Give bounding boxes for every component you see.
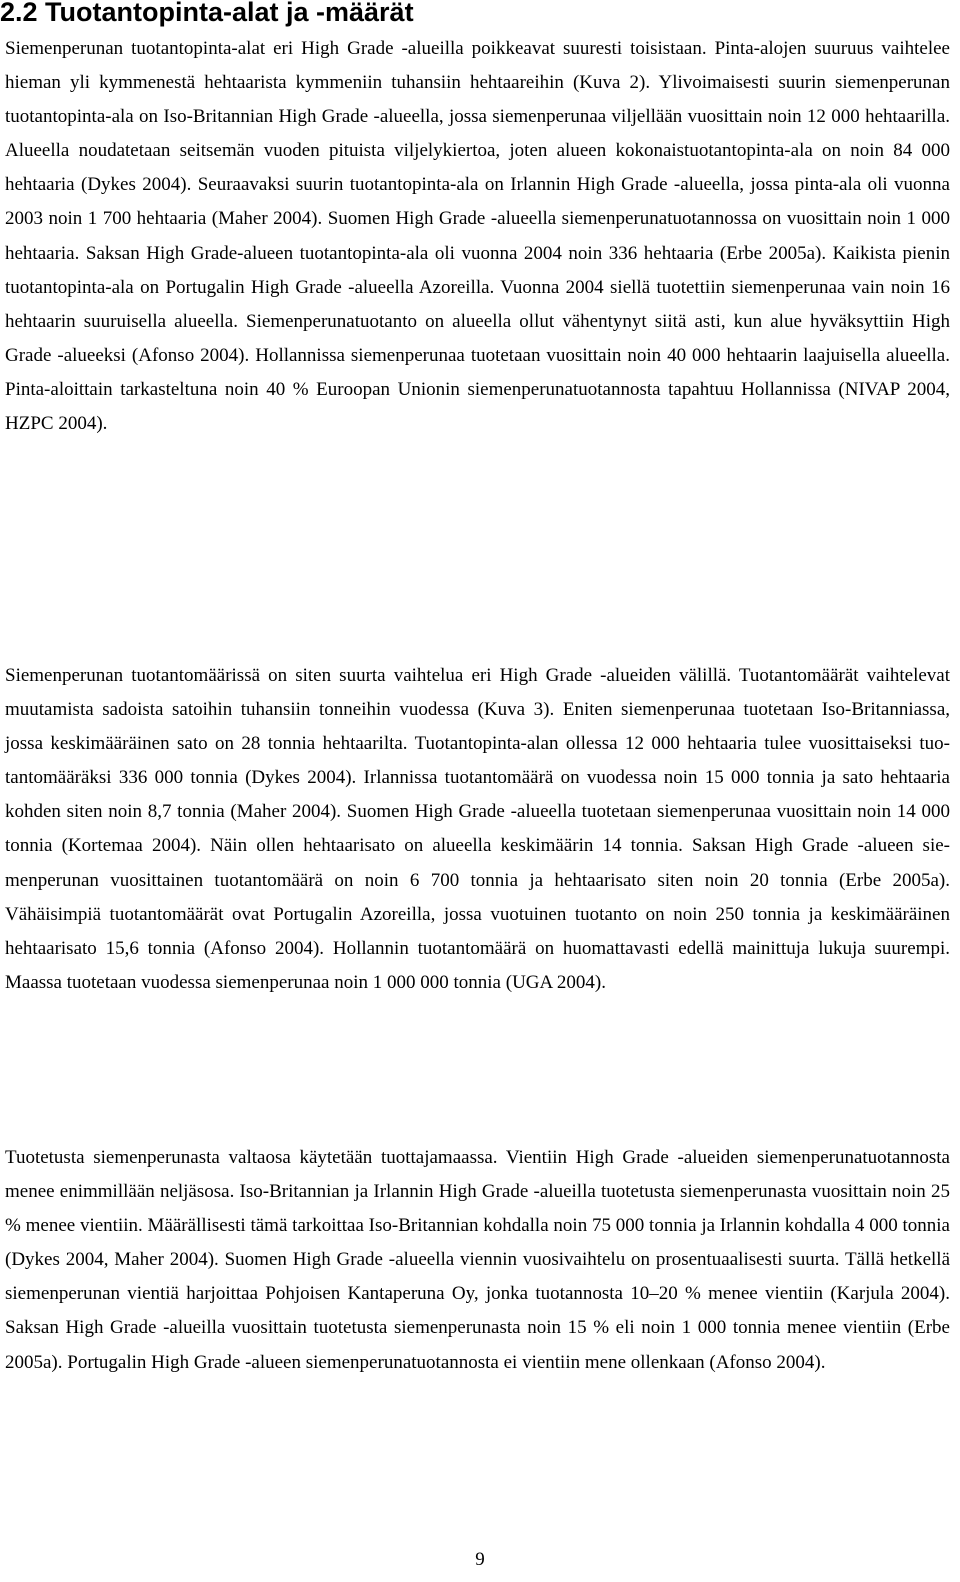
paragraph-exports: Tuotetusta siemenperunasta valtaosa käytetään tuottajamaassa. Vientiin High Grade -alueiden siemenperunatuotannosta menee enimmillään neljäsosa. Iso-Britannian ja Irlannin High Grade -alueilla tuotetusta siemenperunasta vuosittain noin 25 % menee vientiin. Määrällisesti tämä tarkoittaa Iso-Britannian kohdalla noin 75 000 tonnia ja Irlannin kohdalla 4 000 tonnia (Dykes 2004, Maher 2004). Suomen High Grade -alueella viennin vuosivaihtelu on prosentuaalisesti suurta. Tällä hetkellä siemenperunan vientiä harjoittaa Pohjoisen Kantaperuna Oy, jonka tuotannosta 10–20 % menee vientiin (Karjula 2004). Saksan High Grade -alueilla vuosittain tuotetusta siemenperunasta noin 15 % eli noin 1 000 tonnia menee vientiin (Erbe 2005a). Portugalin High Grade -alueen siemenperunatuotannosta ei vientiin mene ollenkaan (Afonso 2004). — [5, 1147, 950, 1373]
page-number: 9 — [475, 1549, 485, 1570]
paragraph-production-volumes: Siemenperunan tuotantomäärissä on siten suurta vaihtelua eri High Grade -alueiden välillä. Tuotantomäärät vaihtelevat muutamista sadoista satoihin tuhansiin tonneihin vuodessa (Kuva 3). Eniten siemenperunaa tuotetaan Iso-Britanniassa, jossa keskimääräinen sato on 28 tonnia hehtaarilta. Tuotantopinta-alan ollessa 12 000 hehtaaria tulee vuosittaiseksi tuotantomääräksi 336 000 tonnia (Dykes 2004). Irlannissa tuotantomäärä on vuodessa noin 15 000 tonnia ja sato hehtaaria kohden siten noin 8,7 tonnia (Maher 2004). Suomen High Grade -alueella tuotetaan siemenperunaa vuosittain noin 14 000 tonnia (Kortemaa 2004). Näin ollen hehtaarisato on alueella keskimäärin 14 tonnia. Saksan High Grade -alueen siemenperunan vuosittainen tuotantomäärä on noin 6 700 tonnia ja hehtaarisato siten noin 20 tonnia (Erbe 2005a). Vähäisimpiä tuotantomäärät ovat Portugalin Azoreilla, jossa vuotuinen tuotanto on noin 250 tonnia ja keskimääräinen hehtaarisato 15,6 tonnia (Afonso 2004). Hollannin tuotantomäärä on huomattavasti edellä mainittuja lukuja suurempi. Maassa tuotetaan vuodessa siemenperunaa noin 1 000 000 tonnia (UGA 2004). — [5, 665, 950, 993]
section-heading: 2.2 Tuotantopinta-alat ja -määrät — [0, 0, 414, 27]
paragraph-production-areas: Siemenperunan tuotantopinta-alat eri High Grade -alueilla poikkeavat suuresti toisistaan. Pinta-alojen suuruus vaihtelee hieman yli kymmenestä hehtaarista kymmeniin tuhansiin hehtaareihin (Kuva 2). Ylivoimaisesti suurin siemenperunan tuotantopinta-ala on Iso-Britannian High Grade -alueella, jossa siemenperunaa viljellään vuosittain noin 12 000 hehtaarilla. Alueella noudatetaan seitsemän vuoden pituista viljelykiertoa, joten alueen kokonaistuotantopinta-ala on noin 84 000 hehtaaria (Dykes 2004). Seuraavaksi suurin tuotantopinta-ala on Irlannin High Grade -alueella, jossa pinta-ala oli vuonna 2003 noin 1 700 hehtaaria (Maher 2004). Suomen High Grade -alueella siemenperunatuotannossa on vuosittain noin 1 000 hehtaaria. Saksan High Grade-alueen tuotantopinta-ala oli vuonna 2004 noin 336 hehtaaria (Erbe 2005a). Kaikista pienin tuotantopinta-ala on Portugalin High Grade -alueella Azoreilla. Vuonna 2004 siellä tuotettiin siemenperunaa vain noin 16 hehtaarin suuruisella alueella. Siemenperunatuotanto on alueella ollut vähentynyt siitä asti, kun alue hyväksyttiin High Grade -alueeksi (Afonso 2004). Hollannissa siemenperunaa tuotetaan vuosittain noin 40 000 hehtaarin laajuisella alueella. Pinta-aloittain tarkasteltuna noin 40 % Euroopan Unionin siemenperunatuotannosta tapahtuu Hollannissa (NIVAP 2004, HZPC 2004). — [5, 38, 950, 435]
